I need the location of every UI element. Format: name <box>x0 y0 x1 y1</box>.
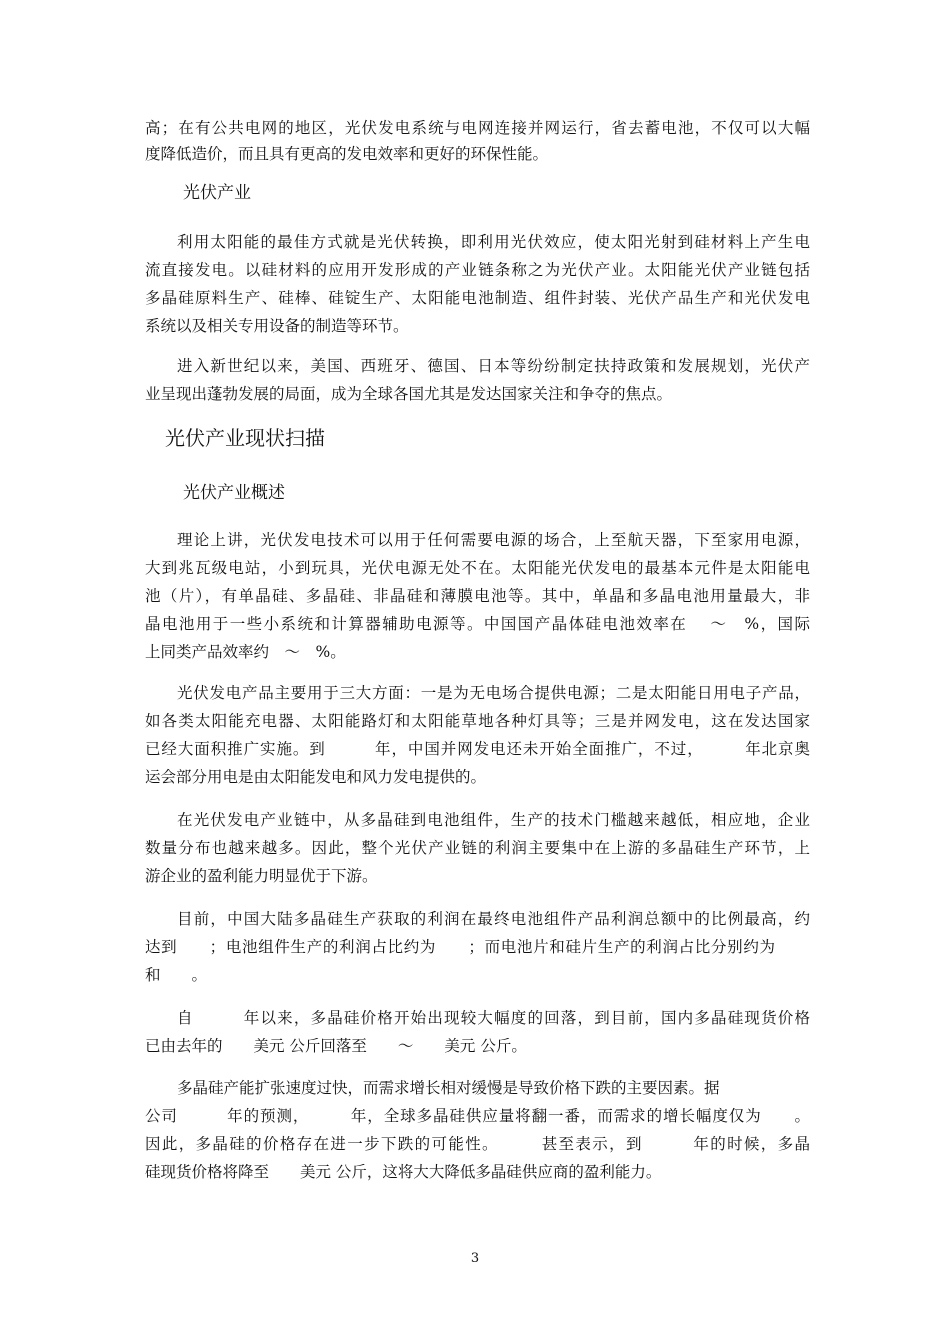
body-text-line: 系统以及相关专用设备的制造等环节。 <box>145 317 409 335</box>
body-text-line: 在光伏发电产业链中，从多晶硅到电池组件，生产的技术门槛越来越低，相应地，企业 <box>177 811 810 829</box>
body-text-line: 因此，多晶硅的价格存在进一步下跌的可能性。 甚至表示，到 年的时候，多晶 <box>145 1135 810 1153</box>
body-text-line: 运会部分用电是由太阳能发电和风力发电提供的。 <box>145 768 487 786</box>
body-text-line: 和 。 <box>145 966 208 984</box>
body-text-line: 已经大面积推广实施。到 年，中国并网发电还未开始全面推广，不过， 年北京奥 <box>145 740 810 758</box>
page-number: 3 <box>470 1251 480 1266</box>
body-text-line: 理论上讲，光伏发电技术可以用于任何需要电源的场合，上至航天器，下至家用电源， <box>177 531 810 549</box>
body-text-line: 大到兆瓦级电站，小到玩具，光伏电源无处不在。太阳能光伏发电的最基本元件是太阳能电 <box>145 559 810 577</box>
body-text-line: 硅现货价格将降至 美元 公斤，这将大大降低多晶硅供应商的盈利能力。 <box>145 1163 662 1181</box>
body-text-line: 达到 ；电池组件生产的利润占比约为 ；而电池片和硅片生产的利润占比分别约为 <box>145 938 775 956</box>
body-text-line: 目前，中国大陆多晶硅生产获取的利润在最终电池组件产品利润总额中的比例最高，约 <box>177 910 810 928</box>
body-text-line: 晶电池用于一些小系统和计算器辅助电源等。中国国产晶体硅电池效率在 ～ %，国际 <box>145 615 810 633</box>
body-text-line: 利用太阳能的最佳方式就是光伏转换，即利用光伏效应，使太阳光射到硅材料上产生电 <box>177 233 810 251</box>
body-text-line: 多晶硅产能扩张速度过快，而需求增长相对缓慢是导致价格下跌的主要因素。据 <box>177 1079 720 1097</box>
body-text-line: 业呈现出蓬勃发展的局面，成为全球各国尤其是发达国家关注和争夺的焦点。 <box>145 385 673 403</box>
body-text-line: 游企业的盈利能力明显优于下游。 <box>145 867 378 885</box>
section-heading: 光伏产业概述 <box>183 483 285 503</box>
body-text-line: 公司 年的预测， 年，全球多晶硅供应量将翻一番，而需求的增长幅度仅为 。 <box>145 1107 810 1125</box>
body-text-line: 流直接发电。以硅材料的应用开发形成的产业链条称之为光伏产业。太阳能光伏产业链包括 <box>145 261 810 279</box>
body-text-line: 池（片），有单晶硅、多晶硅、非晶硅和薄膜电池等。其中，单晶和多晶电池用量最大，非 <box>145 587 810 605</box>
body-text-line: 高；在有公共电网的地区，光伏发电系统与电网连接并网运行，省去蓄电池，不仅可以大幅 <box>145 119 810 137</box>
body-text-line: 进入新世纪以来，美国、西班牙、德国、日本等纷纷制定扶持政策和发展规划，光伏产 <box>177 357 810 375</box>
body-text-line: 度降低造价，而且具有更高的发电效率和更好的环保性能。 <box>145 145 549 163</box>
body-text-line: 数量分布也越来越多。因此，整个光伏产业链的利润主要集中在上游的多晶硅生产环节，上 <box>145 839 810 857</box>
chapter-heading: 光伏产业现状扫描 <box>165 426 325 450</box>
body-text-line: 自 年以来，多晶硅价格开始出现较大幅度的回落，到目前，国内多晶硅现货价格 <box>177 1009 810 1027</box>
body-text-line: 多晶硅原料生产、硅棒、硅锭生产、太阳能电池制造、组件封装、光伏产品生产和光伏发电 <box>145 289 810 307</box>
body-text-line: 如各类太阳能充电器、太阳能路灯和太阳能草地各种灯具等；三是并网发电，这在发达国家 <box>145 712 810 730</box>
body-text-line: 已由去年的 美元 公斤回落至 ～ 美元 公斤。 <box>145 1037 527 1055</box>
body-text-line: 光伏发电产品主要用于三大方面：一是为无电场合提供电源；二是太阳能日用电子产品， <box>177 684 810 702</box>
body-text-line: 上同类产品效率约 ～ %。 <box>145 643 346 661</box>
section-heading: 光伏产业 <box>183 183 251 203</box>
